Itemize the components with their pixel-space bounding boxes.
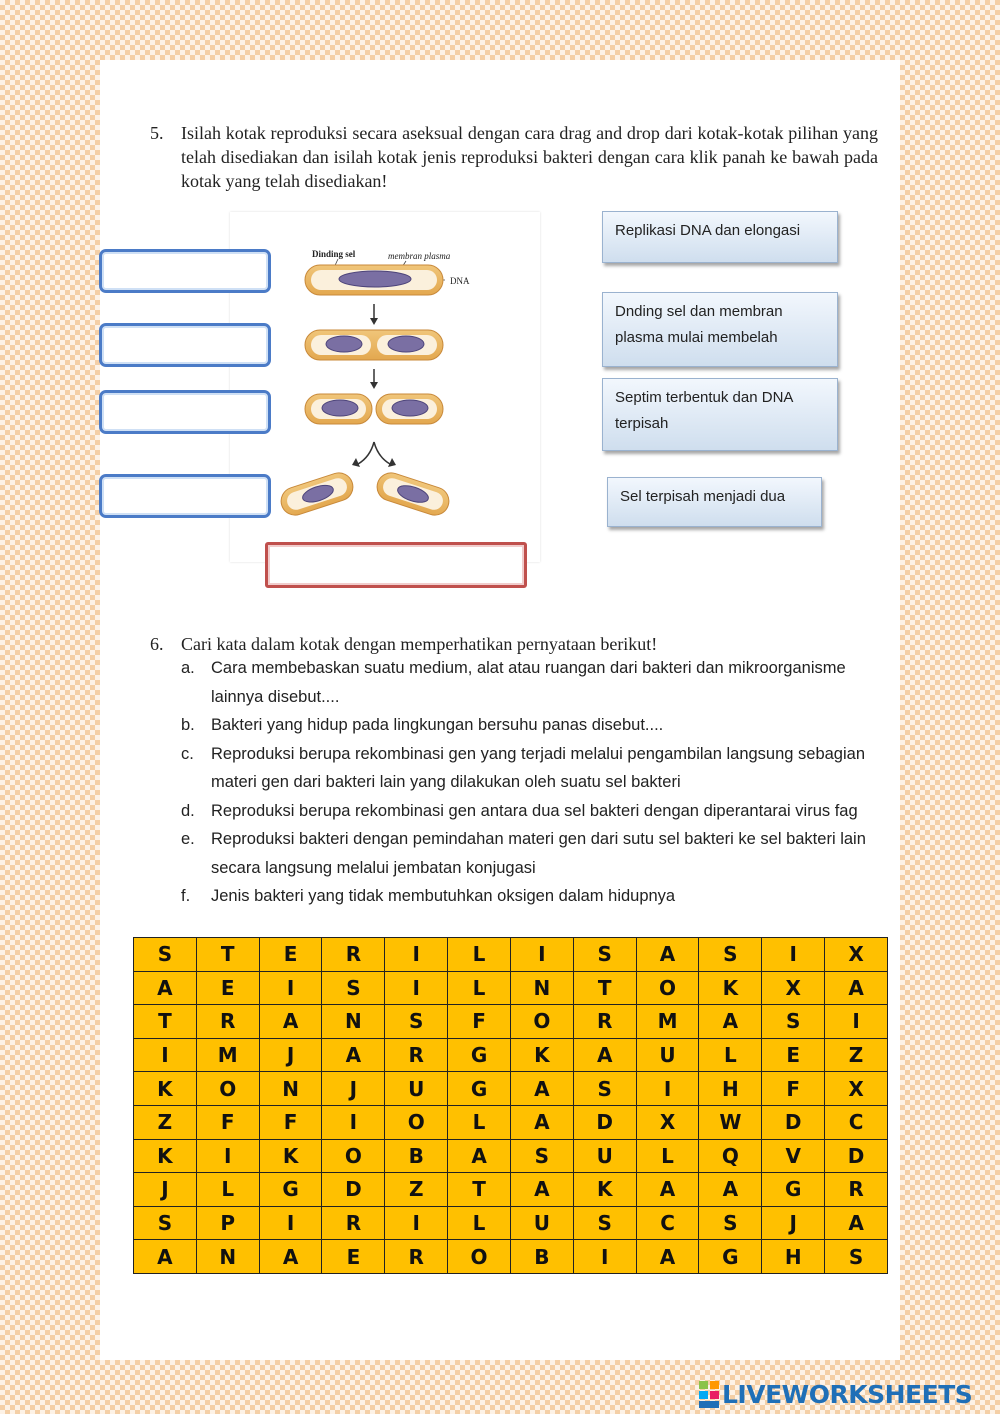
grid-cell[interactable]: J — [322, 1072, 385, 1106]
grid-cell[interactable]: S — [134, 938, 197, 972]
grid-cell[interactable]: A — [510, 1072, 573, 1106]
grid-cell[interactable]: R — [385, 1038, 448, 1072]
grid-cell[interactable]: G — [259, 1173, 322, 1207]
grid-cell[interactable]: I — [196, 1139, 259, 1173]
item-letter: e. — [181, 830, 195, 848]
grid-row — [134, 938, 888, 972]
grid-cell[interactable]: M — [196, 1038, 259, 1072]
binary-fission-illustration — [230, 212, 540, 562]
grid-cell[interactable]: F — [762, 1072, 825, 1106]
split-arrow-icon — [352, 442, 396, 467]
item-letter: d. — [181, 801, 195, 820]
grid-cell[interactable]: A — [510, 1105, 573, 1139]
binary-fission-diagram — [230, 212, 540, 562]
grid-cell[interactable]: O — [385, 1105, 448, 1139]
logo-icon — [698, 1379, 720, 1409]
question-item-a — [181, 654, 881, 711]
drop-box-1[interactable] — [99, 249, 271, 293]
word-search-grid — [133, 937, 888, 1274]
grid-cell[interactable]: Z — [825, 1038, 888, 1072]
grid-cell[interactable]: R — [385, 1240, 448, 1274]
grid-cell[interactable]: A — [699, 1173, 762, 1207]
grid-cell[interactable]: A — [134, 1240, 197, 1274]
grid-cell[interactable]: Z — [134, 1105, 197, 1139]
question-5-number: 5. — [150, 123, 164, 143]
choice-card-2[interactable]: Dnding sel dan membran plasma mulai membelah — [602, 292, 838, 367]
grid-cell[interactable]: I — [636, 1072, 699, 1106]
grid-cell[interactable]: I — [322, 1105, 385, 1139]
item-text: Reproduksi bakteri dengan pemindahan materi gen dari sutu sel bakteri ke sel bakteri lain secara langsung melalui jembatan konjugasi — [211, 830, 866, 877]
grid-cell[interactable]: G — [762, 1173, 825, 1207]
grid-cell[interactable]: H — [762, 1240, 825, 1274]
grid-cell[interactable]: S — [322, 971, 385, 1005]
question-6-text: Cari kata dalam kotak dengan memperhatikan pernyataan berikut! — [181, 634, 658, 654]
question-5 — [150, 121, 878, 193]
grid-cell[interactable]: O — [448, 1240, 511, 1274]
choice-card-4[interactable]: Sel terpisah menjadi dua — [607, 477, 822, 527]
grid-row — [134, 1173, 888, 1207]
grid-row — [134, 1206, 888, 1240]
grid-cell[interactable]: L — [448, 971, 511, 1005]
grid-cell[interactable]: I — [510, 938, 573, 972]
item-text: Reproduksi berupa rekombinasi gen yang terjadi melalui pengambilan langsung sebagian materi gen dari bakteri lain yang dilakukan oleh suatu sel bakteri — [211, 744, 866, 791]
grid-row — [134, 1139, 888, 1173]
question-item-c — [181, 740, 881, 797]
grid-cell[interactable]: A — [510, 1173, 573, 1207]
grid-cell[interactable]: I — [825, 1005, 888, 1039]
grid-cell[interactable]: N — [510, 971, 573, 1005]
grid-cell[interactable]: O — [196, 1072, 259, 1106]
grid-cell[interactable]: X — [825, 1072, 888, 1106]
grid-cell[interactable]: E — [259, 938, 322, 972]
grid-cell[interactable]: N — [259, 1072, 322, 1106]
grid-cell[interactable]: O — [322, 1139, 385, 1173]
grid-cell[interactable]: S — [573, 938, 636, 972]
grid-cell[interactable]: R — [825, 1173, 888, 1207]
grid-cell[interactable]: K — [134, 1139, 197, 1173]
grid-cell[interactable]: A — [825, 1206, 888, 1240]
grid-cell[interactable]: V — [762, 1139, 825, 1173]
grid-cell[interactable]: D — [762, 1105, 825, 1139]
item-text: Bakteri yang hidup pada lingkungan bersuhu panas disebut.... — [211, 716, 664, 734]
grid-cell[interactable]: H — [699, 1072, 762, 1106]
grid-cell[interactable]: O — [510, 1005, 573, 1039]
bacterium-stage-3 — [305, 394, 443, 424]
question-item-f — [181, 882, 881, 911]
grid-cell[interactable]: S — [573, 1072, 636, 1106]
grid-cell[interactable]: K — [699, 971, 762, 1005]
grid-cell[interactable]: L — [699, 1038, 762, 1072]
grid-cell[interactable]: I — [573, 1240, 636, 1274]
grid-cell[interactable]: S — [134, 1206, 197, 1240]
grid-cell[interactable]: R — [322, 938, 385, 972]
grid-cell[interactable]: L — [196, 1173, 259, 1207]
grid-cell[interactable]: D — [573, 1105, 636, 1139]
item-text: Jenis bakteri yang tidak membutuhkan oksigen dalam hidupnya — [211, 887, 676, 905]
grid-cell[interactable]: A — [636, 938, 699, 972]
grid-cell[interactable]: X — [636, 1105, 699, 1139]
bacterium-stage-1 — [305, 265, 443, 295]
item-letter: c. — [181, 744, 194, 763]
grid-cell[interactable]: A — [448, 1139, 511, 1173]
grid-row — [134, 1240, 888, 1274]
grid-cell[interactable]: A — [573, 1038, 636, 1072]
grid-row — [134, 1038, 888, 1072]
drop-box-3[interactable] — [99, 390, 271, 434]
grid-cell[interactable]: C — [825, 1105, 888, 1139]
arrow-down-icon — [370, 304, 378, 325]
grid-cell[interactable]: G — [448, 1072, 511, 1106]
bacterium-stage-4 — [277, 469, 452, 518]
grid-cell[interactable]: R — [196, 1005, 259, 1039]
item-text: Reproduksi berupa rekombinasi gen antara dua sel bakteri dengan diperantarai virus fag — [211, 801, 858, 820]
grid-cell[interactable]: S — [510, 1139, 573, 1173]
grid-cell[interactable]: K — [573, 1173, 636, 1207]
grid-cell[interactable]: A — [259, 1005, 322, 1039]
grid-cell[interactable]: S — [573, 1206, 636, 1240]
grid-cell[interactable]: K — [259, 1139, 322, 1173]
grid-cell[interactable]: I — [134, 1038, 197, 1072]
grid-cell[interactable]: A — [322, 1038, 385, 1072]
item-letter: b. — [181, 716, 195, 734]
grid-cell[interactable]: S — [385, 1005, 448, 1039]
grid-cell[interactable]: I — [259, 1206, 322, 1240]
grid-cell[interactable]: G — [448, 1038, 511, 1072]
label-dna: DNA — [450, 276, 470, 286]
grid-cell[interactable]: A — [636, 1173, 699, 1207]
grid-cell[interactable]: N — [322, 1005, 385, 1039]
grid-cell[interactable]: X — [762, 971, 825, 1005]
item-letter: a. — [181, 659, 195, 677]
grid-cell[interactable]: U — [510, 1206, 573, 1240]
grid-cell[interactable]: B — [510, 1240, 573, 1274]
grid-cell[interactable]: S — [699, 938, 762, 972]
grid-cell[interactable]: L — [448, 1206, 511, 1240]
grid-cell[interactable]: A — [825, 971, 888, 1005]
grid-cell[interactable]: I — [259, 971, 322, 1005]
grid-cell[interactable]: F — [448, 1005, 511, 1039]
grid-cell[interactable]: T — [448, 1173, 511, 1207]
grid-cell[interactable]: R — [573, 1005, 636, 1039]
grid-cell[interactable]: F — [196, 1105, 259, 1139]
liveworksheets-logo — [698, 1377, 972, 1411]
item-letter: f. — [181, 887, 191, 905]
grid-cell[interactable]: R — [322, 1206, 385, 1240]
grid-cell[interactable]: T — [573, 971, 636, 1005]
bacterium-stage-2 — [305, 330, 443, 360]
question-item-b — [181, 711, 881, 740]
choice-card-3[interactable]: Septim terbentuk dan DNA terpisah — [602, 378, 838, 451]
grid-cell[interactable]: U — [636, 1038, 699, 1072]
arrow-down-icon — [370, 369, 378, 389]
question-5-text: Isilah kotak reproduksi secara aseksual dengan cara drag and drop dari kotak-kotak pilihan yang telah disediakan dan isilah kotak jenis reproduksi bakteri dengan cara klik panah ke bawah pada kotak yang telah disediakan! — [181, 123, 878, 191]
grid-cell[interactable]: J — [762, 1206, 825, 1240]
grid-row — [134, 1072, 888, 1106]
grid-row — [134, 1105, 888, 1139]
grid-cell[interactable]: I — [762, 938, 825, 972]
label-membran-plasma: membran plasma — [388, 251, 451, 261]
grid-cell[interactable]: Q — [699, 1139, 762, 1173]
grid-cell[interactable]: L — [448, 938, 511, 972]
question-6-items — [181, 654, 881, 911]
grid-cell[interactable]: J — [259, 1038, 322, 1072]
grid-row — [134, 971, 888, 1005]
grid-cell[interactable]: Z — [385, 1173, 448, 1207]
grid-cell[interactable]: S — [699, 1206, 762, 1240]
grid-cell[interactable]: D — [322, 1173, 385, 1207]
grid-cell[interactable]: A — [699, 1005, 762, 1039]
grid-cell[interactable]: L — [448, 1105, 511, 1139]
grid-cell[interactable]: S — [762, 1005, 825, 1039]
grid-cell[interactable]: W — [699, 1105, 762, 1139]
grid-cell[interactable]: X — [825, 938, 888, 972]
grid-cell[interactable]: E — [196, 971, 259, 1005]
grid-cell[interactable]: M — [636, 1005, 699, 1039]
grid-cell[interactable]: T — [134, 1005, 197, 1039]
grid-cell[interactable]: J — [134, 1173, 197, 1207]
question-item-d — [181, 797, 881, 826]
grid-cell[interactable]: B — [385, 1139, 448, 1173]
grid-cell[interactable]: T — [196, 938, 259, 972]
grid-cell[interactable]: K — [134, 1072, 197, 1106]
grid-cell[interactable]: O — [636, 971, 699, 1005]
grid-cell[interactable]: A — [636, 1240, 699, 1274]
grid-cell[interactable]: L — [636, 1139, 699, 1173]
label-dinding-sel: Dinding sel — [312, 249, 356, 259]
item-text: Cara membebaskan suatu medium, alat atau ruangan dari bakteri dan mikroorganisme lainnya disebut.... — [211, 659, 846, 706]
grid-cell[interactable]: I — [385, 938, 448, 972]
grid-cell[interactable]: A — [134, 971, 197, 1005]
grid-cell[interactable]: K — [510, 1038, 573, 1072]
grid-cell[interactable]: I — [385, 971, 448, 1005]
choice-card-1[interactable]: Replikasi DNA dan elongasi — [602, 211, 838, 263]
grid-cell[interactable]: C — [636, 1206, 699, 1240]
grid-cell[interactable]: P — [196, 1206, 259, 1240]
drop-box-2[interactable] — [99, 323, 271, 367]
grid-cell[interactable]: E — [762, 1038, 825, 1072]
question-item-e — [181, 825, 881, 882]
grid-row — [134, 1005, 888, 1039]
grid-cell[interactable]: F — [259, 1105, 322, 1139]
grid-cell[interactable]: U — [573, 1139, 636, 1173]
grid-cell[interactable]: U — [385, 1072, 448, 1106]
question-6-number: 6. — [150, 634, 164, 654]
grid-cell[interactable]: A — [259, 1240, 322, 1274]
grid-cell[interactable]: I — [385, 1206, 448, 1240]
drop-box-4[interactable] — [99, 474, 271, 518]
grid-cell[interactable]: S — [825, 1240, 888, 1274]
question-6 — [150, 632, 657, 656]
brand-text: LIVEWORKSHEETS — [722, 1379, 973, 1409]
grid-cell[interactable]: N — [196, 1240, 259, 1274]
grid-cell[interactable]: E — [322, 1240, 385, 1274]
reproduction-type-select[interactable] — [265, 542, 527, 588]
grid-cell[interactable]: G — [699, 1240, 762, 1274]
grid-cell[interactable]: D — [825, 1139, 888, 1173]
